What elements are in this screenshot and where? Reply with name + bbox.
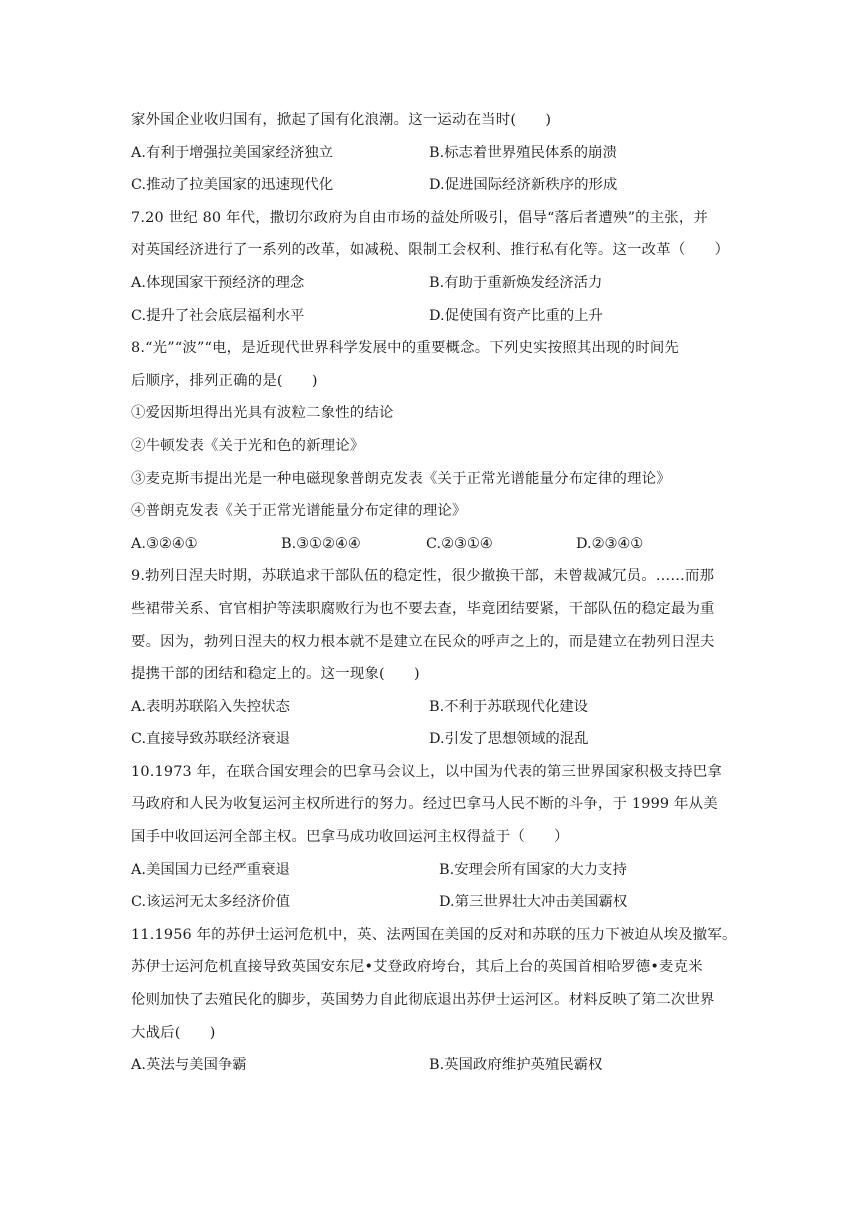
option-a: A.有利于增强拉美国家经济独立 bbox=[131, 144, 334, 161]
options-row bbox=[131, 723, 735, 756]
option-d: D.促使国有资产比重的上升 bbox=[429, 307, 603, 324]
question-stem-line: 大战后( ) bbox=[131, 1024, 216, 1041]
question-9 bbox=[131, 560, 735, 756]
question-11 bbox=[131, 919, 735, 1082]
option-a: A.体现国家干预经济的理念 bbox=[131, 274, 305, 291]
question-stem-line: 提携干部的团结和稳定上的。这一现象( ) bbox=[131, 666, 420, 683]
option-c: C.提升了社会底层福利水平 bbox=[131, 307, 305, 324]
exam-page bbox=[131, 104, 735, 1082]
question-stem-line: 7.20 世纪 80 年代，撒切尔政府为自由市场的益处所吸引，倡导“落后者遭殃”的主张，并 bbox=[131, 209, 709, 226]
option-b: B.有助于重新焕发经济活力 bbox=[429, 274, 603, 291]
option-a: A.美国国力已经严重衰退 bbox=[131, 861, 290, 878]
option-a: A.英法与美国争霸 bbox=[131, 1057, 247, 1074]
question-8 bbox=[131, 332, 735, 560]
options-row bbox=[131, 1049, 735, 1082]
statement-item-3: ③麦克斯韦提出光是一种电磁现象普朗克发表《关于正常光谱能量分布定律的理论》 bbox=[131, 470, 671, 487]
question-stem-line: 9.勃列日涅夫时期，苏联追求干部队伍的稳定性，很少撤换干部，未曾裁减冗员。……而那 bbox=[131, 568, 715, 585]
option-d: D.引发了思想领域的混乱 bbox=[429, 731, 589, 748]
option-d: D.②③④① bbox=[576, 535, 644, 552]
options-row bbox=[131, 691, 735, 724]
option-c: C.该运河无太多经济价值 bbox=[131, 894, 290, 911]
question-stem-line: 些裙带关系、官官相护等渎职腐败行为也不要去查，毕竟团结要紧，干部队伍的稳定最为重 bbox=[131, 600, 715, 617]
option-a: A.表明苏联陷入失控状态 bbox=[131, 698, 290, 715]
option-c: C.推动了拉美国家的迅速现代化 bbox=[131, 177, 334, 194]
options-row bbox=[131, 267, 735, 300]
option-c: C.②③①④ bbox=[426, 535, 493, 552]
option-c: C.直接导致苏联经济衰退 bbox=[131, 731, 290, 748]
option-a: A.③②④① bbox=[131, 535, 198, 552]
option-d: D.第三世界壮大冲击美国霸权 bbox=[439, 894, 628, 911]
question-stem-line: 11.1956 年的苏伊士运河危机中，英、法两国在美国的反对和苏联的压力下被迫从埃及撤军。 bbox=[131, 926, 737, 943]
option-b: B.③①②④④ bbox=[281, 535, 361, 552]
option-b: B.不利于苏联现代化建设 bbox=[429, 698, 589, 715]
question-stem-line: 8.“光”“波”“电，是近现代世界科学发展中的重要概念。下列史实按照其出现的时间先 bbox=[131, 340, 679, 357]
question-stem-line: 国手中收回运河全部主权。巴拿马成功收回运河主权得益于（ ） bbox=[131, 829, 569, 846]
question-stem-line: 家外国企业收归国有，掀起了国有化浪潮。这一运动在当时( ) bbox=[131, 112, 552, 128]
question-stem-line: 对英国经济进行了一系列的改革，如减税、限制工会权利、推行私有化等。这一改革（ ） bbox=[131, 242, 730, 259]
options-row bbox=[131, 137, 735, 170]
question-stem-line: 马政府和人民为收复运河主权所进行的努力。经过巴拿马人民不断的斗争，于 1999 年从美 bbox=[131, 796, 718, 813]
question-6 bbox=[131, 104, 735, 202]
options-row bbox=[131, 528, 735, 561]
options-row bbox=[131, 886, 735, 919]
statement-item-2: ②牛顿发表《关于光和色的新理论》 bbox=[131, 437, 365, 454]
option-b: B.标志着世界殖民体系的崩溃 bbox=[429, 144, 617, 161]
question-7 bbox=[131, 202, 735, 332]
question-stem-line: 苏伊士运河危机直接导致英国安东尼•艾登政府垮台，其后上台的英国首相哈罗德•麦克米 bbox=[131, 959, 703, 976]
options-row bbox=[131, 300, 735, 333]
question-stem-line: 伦则加快了去殖民化的脚步，英国势力自此彻底退出苏伊士运河区。材料反映了第二次世界 bbox=[131, 992, 715, 1009]
question-10 bbox=[131, 756, 735, 919]
options-row bbox=[131, 169, 735, 202]
option-b: B.安理会所有国家的大力支持 bbox=[439, 861, 627, 878]
question-stem-line: 10.1973 年，在联合国安理会的巴拿马会议上，以中国为代表的第三世界国家积极支持巴拿 bbox=[131, 763, 722, 780]
statement-item-4: ④普朗克发表《关于正常光谱能量分布定律的理论》 bbox=[131, 503, 467, 520]
option-d: D.促进国际经济新秩序的形成 bbox=[429, 177, 618, 194]
question-stem-line: 要。因为，勃列日涅夫的权力根本就不是建立在民众的呼声之上的，而是建立在勃列日涅夫 bbox=[131, 633, 715, 650]
statement-item-1: ①爱因斯坦得出光具有波粒二象性的结论 bbox=[131, 405, 394, 422]
question-stem-line: 后顺序，排列正确的是( ) bbox=[131, 372, 318, 389]
options-row bbox=[131, 854, 735, 887]
option-b: B.英国政府维护英殖民霸权 bbox=[429, 1057, 603, 1074]
